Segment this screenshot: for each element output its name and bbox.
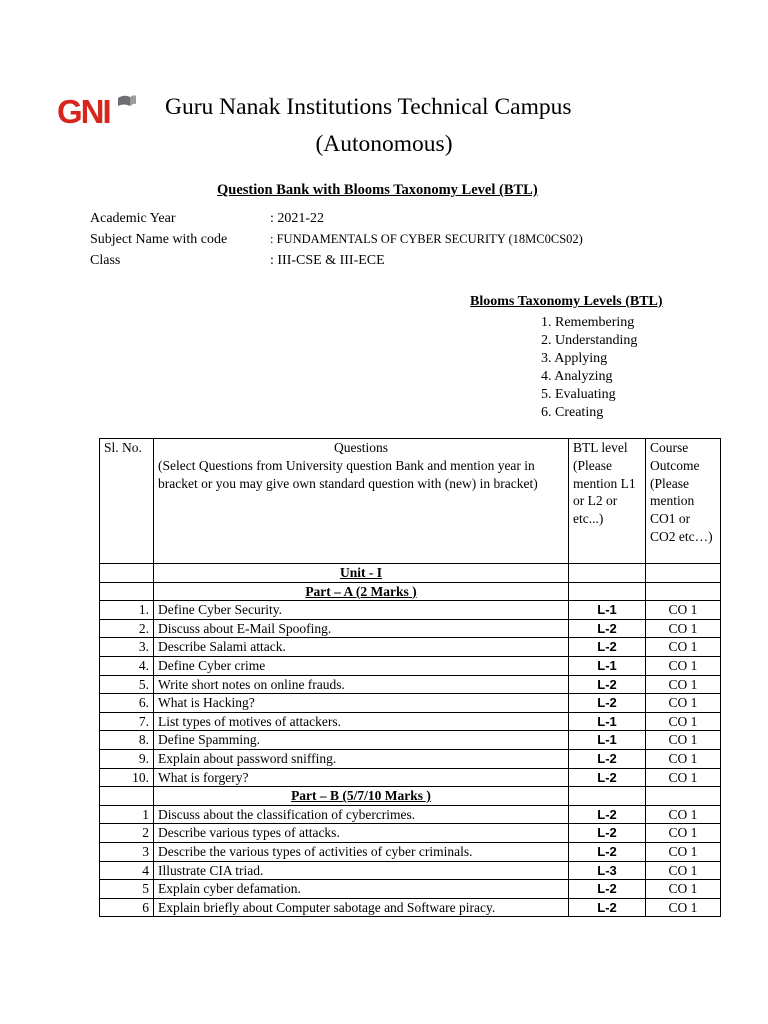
question-text: Describe the various types of activities of cyber criminals. [154,842,569,861]
btl-level: L-2 [569,749,646,768]
course-outcome: CO 1 [646,656,721,675]
table-row [100,842,721,861]
institution-name: Guru Nanak Institutions Technical Campus [165,94,572,120]
book-icon [118,95,136,106]
question-text: Define Cyber Security. [154,601,569,620]
question-number: 6. [100,694,154,713]
header-course-outcome: Course Outcome (Please mention CO1 or CO2 etc…) [646,439,721,564]
question-number: 7. [100,712,154,731]
course-outcome: CO 1 [646,694,721,713]
question-number: 2 [100,824,154,843]
header-questions-note: (Select Questions from University question Bank and mention year in bracket or you may give own standard question with (new) in bracket) [158,457,538,491]
question-text: Explain briefly about Computer sabotage and Software piracy. [154,898,569,917]
part-a-rows [100,601,721,787]
question-number: 5 [100,880,154,899]
table-row [100,880,721,899]
question-text: Illustrate CIA triad. [154,861,569,880]
course-outcome: CO 1 [646,638,721,657]
question-text: List types of motives of attackers. [154,712,569,731]
class-label: Class [90,253,121,268]
part-a-title: Part – A (2 Marks ) [154,582,569,601]
btl-level: L-2 [569,694,646,713]
table-row [100,638,721,657]
question-number: 9. [100,749,154,768]
course-outcome: CO 1 [646,601,721,620]
btl-level-item: 3. Applying [541,351,608,366]
course-outcome: CO 1 [646,824,721,843]
header-questions-title: Questions [334,440,388,455]
unit-title: Unit - I [154,564,569,583]
question-number: 4 [100,861,154,880]
btl-level: L-2 [569,675,646,694]
question-text: Explain about password sniffing. [154,749,569,768]
academic-year-label: Academic Year [90,211,176,226]
unit-row [100,564,721,583]
question-number: 5. [100,675,154,694]
question-text: Discuss about the classification of cybercrimes. [154,805,569,824]
course-outcome: CO 1 [646,880,721,899]
btl-level: L-1 [569,656,646,675]
question-text: Write short notes on online frauds. [154,675,569,694]
table-header-row [100,439,721,564]
course-outcome: CO 1 [646,619,721,638]
question-text: Describe Salami attack. [154,638,569,657]
btl-level: L-2 [569,824,646,843]
course-outcome: CO 1 [646,768,721,787]
part-b-rows [100,805,721,917]
btl-level-item: 6. Creating [541,405,604,420]
part-b-row [100,787,721,806]
question-number: 10. [100,768,154,787]
question-table [99,438,721,917]
subject-value: : FUNDAMENTALS OF CYBER SECURITY (18MC0CS02) [270,232,583,246]
class-value: : III-CSE & III-ECE [270,253,385,268]
course-outcome: CO 1 [646,805,721,824]
subject-row [90,232,583,248]
table-row [100,712,721,731]
subject-label: Subject Name with code [90,232,228,247]
question-number: 1. [100,601,154,620]
header-btl-level: BTL level (Please mention L1 or L2 or etc...) [569,439,646,564]
question-text: Define Spamming. [154,731,569,750]
table-row [100,805,721,824]
btl-levels-list [541,314,637,422]
table-row [100,861,721,880]
question-number: 2. [100,619,154,638]
academic-year-value: : 2021-22 [270,211,325,226]
question-number: 1 [100,805,154,824]
course-outcome: CO 1 [646,842,721,861]
btl-level: L-1 [569,712,646,731]
class-row [90,253,385,269]
table-row [100,749,721,768]
table-row [100,824,721,843]
btl-level-item: 5. Evaluating [541,387,616,402]
course-outcome: CO 1 [646,675,721,694]
btl-level: L-1 [569,601,646,620]
question-text: Define Cyber crime [154,656,569,675]
question-number: 3. [100,638,154,657]
table-row [100,731,721,750]
btl-level: L-2 [569,880,646,899]
course-outcome: CO 1 [646,898,721,917]
question-text: What is Hacking? [154,694,569,713]
logo-text: GNI [57,93,110,128]
question-number: 4. [100,656,154,675]
question-number: 6 [100,898,154,917]
btl-heading: Blooms Taxonomy Levels (BTL) [470,294,663,309]
document-heading: Question Bank with Blooms Taxonomy Level (BTL) [217,182,538,198]
question-text: Explain cyber defamation. [154,880,569,899]
part-b-title: Part – B (5/7/10 Marks ) [154,787,569,806]
btl-level: L-3 [569,861,646,880]
course-outcome: CO 1 [646,731,721,750]
btl-level: L-2 [569,898,646,917]
question-number: 3 [100,842,154,861]
table-row [100,694,721,713]
btl-level-item: 1. Remembering [541,315,635,330]
btl-level: L-2 [569,619,646,638]
table-row [100,898,721,917]
btl-level-item: 2. Understanding [541,333,638,348]
table-row [100,675,721,694]
table-row [100,619,721,638]
academic-year-row [90,211,324,227]
course-outcome: CO 1 [646,861,721,880]
btl-level: L-2 [569,842,646,861]
header-sl-no: Sl. No. [100,439,154,564]
part-a-row [100,582,721,601]
table-row [100,601,721,620]
question-text: Discuss about E-Mail Spoofing. [154,619,569,638]
btl-level: L-2 [569,805,646,824]
question-text: What is forgery? [154,768,569,787]
btl-level: L-2 [569,768,646,787]
header-questions [154,439,569,564]
question-number: 8. [100,731,154,750]
institution-status: (Autonomous) [315,131,453,157]
course-outcome: CO 1 [646,749,721,768]
btl-level-item: 4. Analyzing [541,369,613,384]
question-text: Describe various types of attacks. [154,824,569,843]
gni-logo [56,92,136,128]
course-outcome: CO 1 [646,712,721,731]
btl-level: L-1 [569,731,646,750]
table-row [100,656,721,675]
table-row [100,768,721,787]
btl-level: L-2 [569,638,646,657]
